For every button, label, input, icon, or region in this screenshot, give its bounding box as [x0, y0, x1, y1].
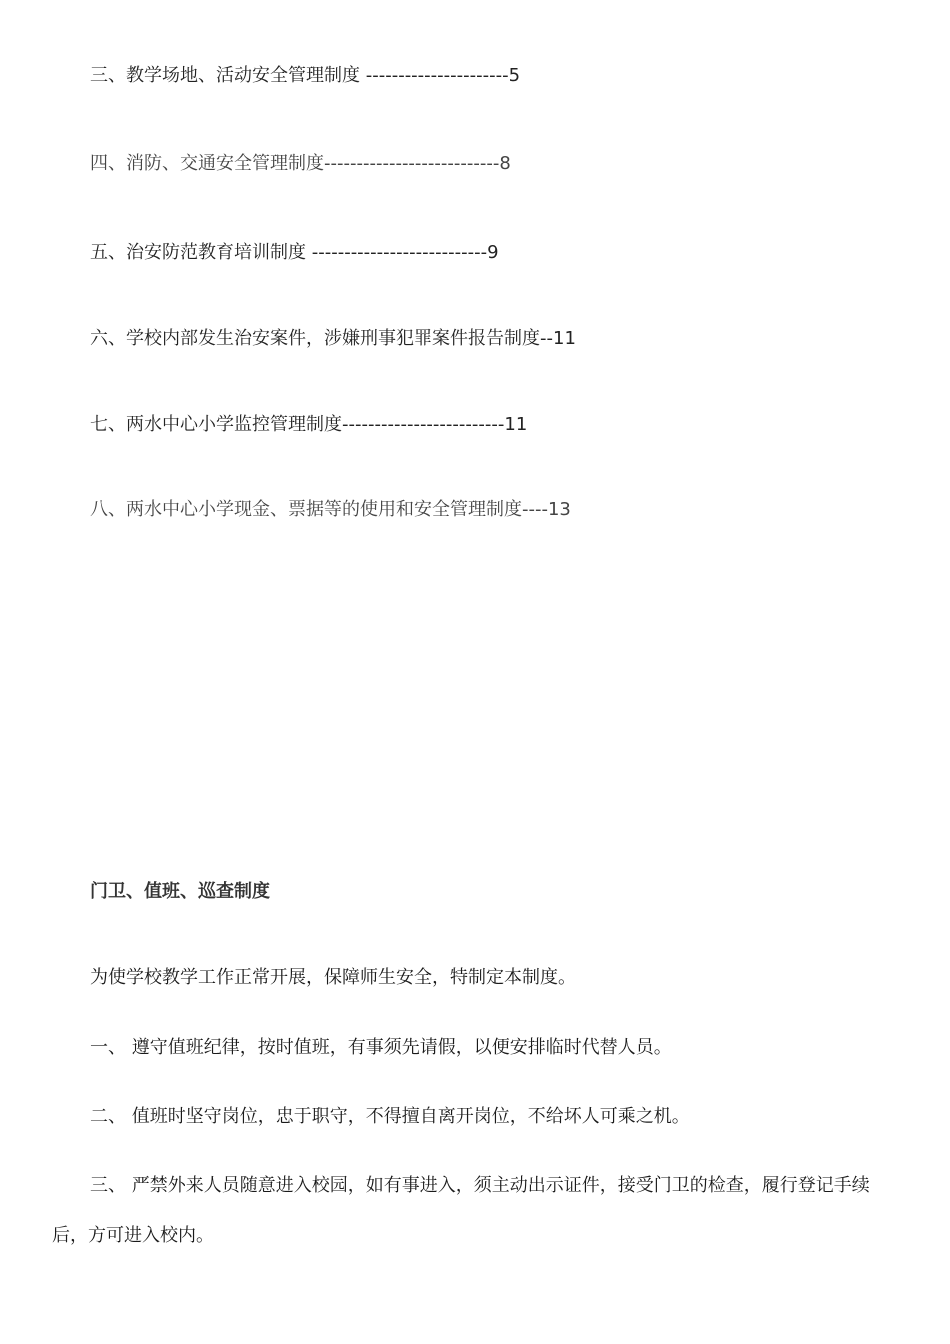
- toc-item: 七、两水中心小学监控管理制度-------------------------11: [90, 414, 528, 435]
- rule-paragraph-text: 三、 严禁外来人员随意进入校园，如有事进入，须主动出示证件，接受门卫的检查，履行登记手续后，方可进入校内。: [52, 1175, 870, 1246]
- rule-paragraph: [52, 1161, 884, 1261]
- toc-item: 五、治安防范教育培训制度 ---------------------------9: [90, 242, 499, 263]
- toc-item: 八、两水中心小学现金、票据等的使用和安全管理制度----13: [90, 499, 571, 520]
- rule-paragraph: 一、 遵守值班纪律，按时值班，有事须先请假，以便安排临时代替人员。: [90, 1037, 672, 1058]
- toc-item: 六、学校内部发生治安案件，涉嫌刑事犯罪案件报告制度--11: [90, 328, 576, 349]
- toc-item: 三、教学场地、活动安全管理制度 ----------------------5: [90, 65, 521, 86]
- section-heading: 门卫、值班、巡查制度: [90, 881, 270, 902]
- intro-paragraph: 为使学校教学工作正常开展，保障师生安全，特制定本制度。: [90, 967, 576, 988]
- toc-item: 四、消防、交通安全管理制度---------------------------8: [90, 153, 511, 174]
- rule-paragraph: 二、 值班时坚守岗位，忠于职守，不得擅自离开岗位，不给坏人可乘之机。: [90, 1106, 690, 1127]
